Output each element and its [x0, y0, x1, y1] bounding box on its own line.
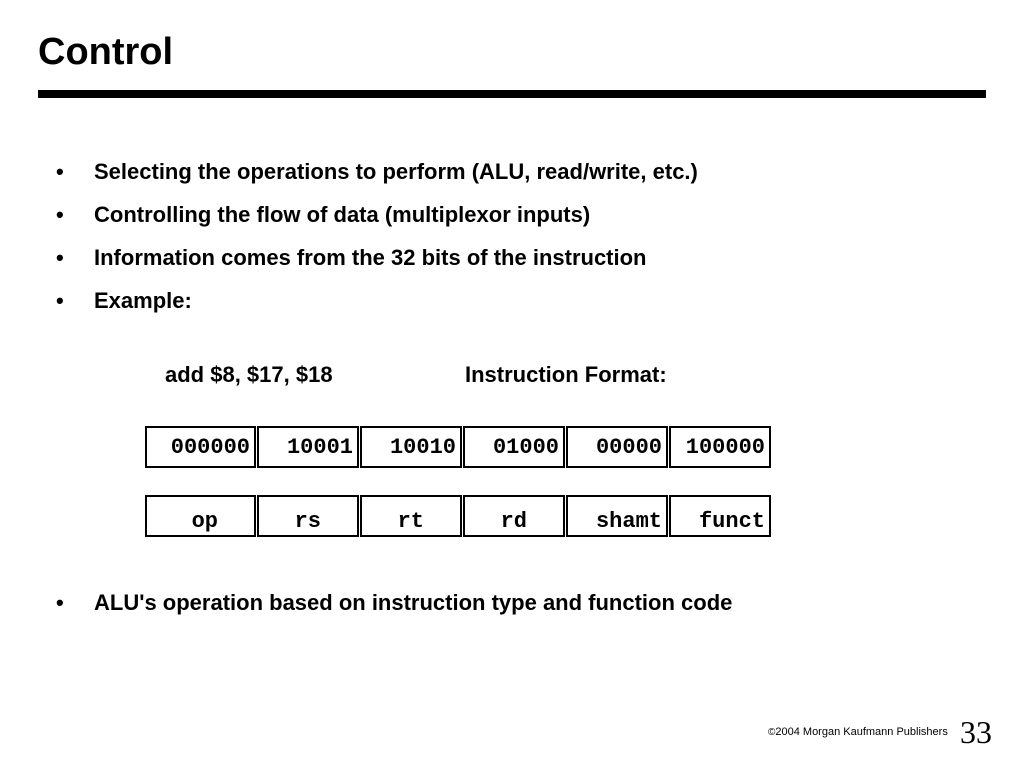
- field-name-funct: funct: [669, 495, 771, 537]
- footer-text: 2004 Morgan Kaufmann Publishers: [775, 726, 948, 738]
- bullet-text: Information comes from the 32 bits of the instruction: [94, 245, 647, 270]
- bits-rt-field: 10010: [360, 426, 462, 468]
- bullet-icon: •: [56, 288, 64, 313]
- bits-shamt-field: 00000: [566, 426, 668, 468]
- field-name-rs: rs: [257, 495, 359, 537]
- bullet-icon: •: [56, 590, 64, 615]
- title-underline: [38, 90, 986, 98]
- bullet-text: Controlling the flow of data (multiplexor inputs): [94, 202, 591, 227]
- slide-title: Control: [38, 31, 174, 73]
- field-name-rt: rt: [360, 495, 462, 537]
- field-names-row: [145, 495, 771, 537]
- bullet-icon: •: [56, 202, 64, 227]
- bits-rd-field: 01000: [463, 426, 565, 468]
- field-name-op: op: [145, 495, 256, 537]
- field-name-rd: rd: [463, 495, 565, 537]
- bits-op-field: 000000: [145, 426, 256, 468]
- example-instruction: add $8, $17, $18: [165, 362, 333, 387]
- bullet-icon: •: [56, 245, 64, 270]
- footer-copyright: [768, 726, 948, 738]
- bullet-text: ALU's operation based on instruction type and function code: [94, 590, 733, 615]
- bullet-text: Example:: [94, 288, 192, 313]
- copyright-icon: ©: [768, 727, 776, 738]
- instruction-bits-row: [145, 426, 771, 468]
- bits-funct-field: 100000: [669, 426, 771, 468]
- page-number: 33: [960, 714, 992, 750]
- instruction-format-label: Instruction Format:: [465, 362, 667, 387]
- field-name-shamt: shamt: [566, 495, 668, 537]
- bullet-text: Selecting the operations to perform (ALU, read/write, etc.): [94, 159, 698, 184]
- bullet-icon: •: [56, 159, 64, 184]
- bits-rs-field: 10001: [257, 426, 359, 468]
